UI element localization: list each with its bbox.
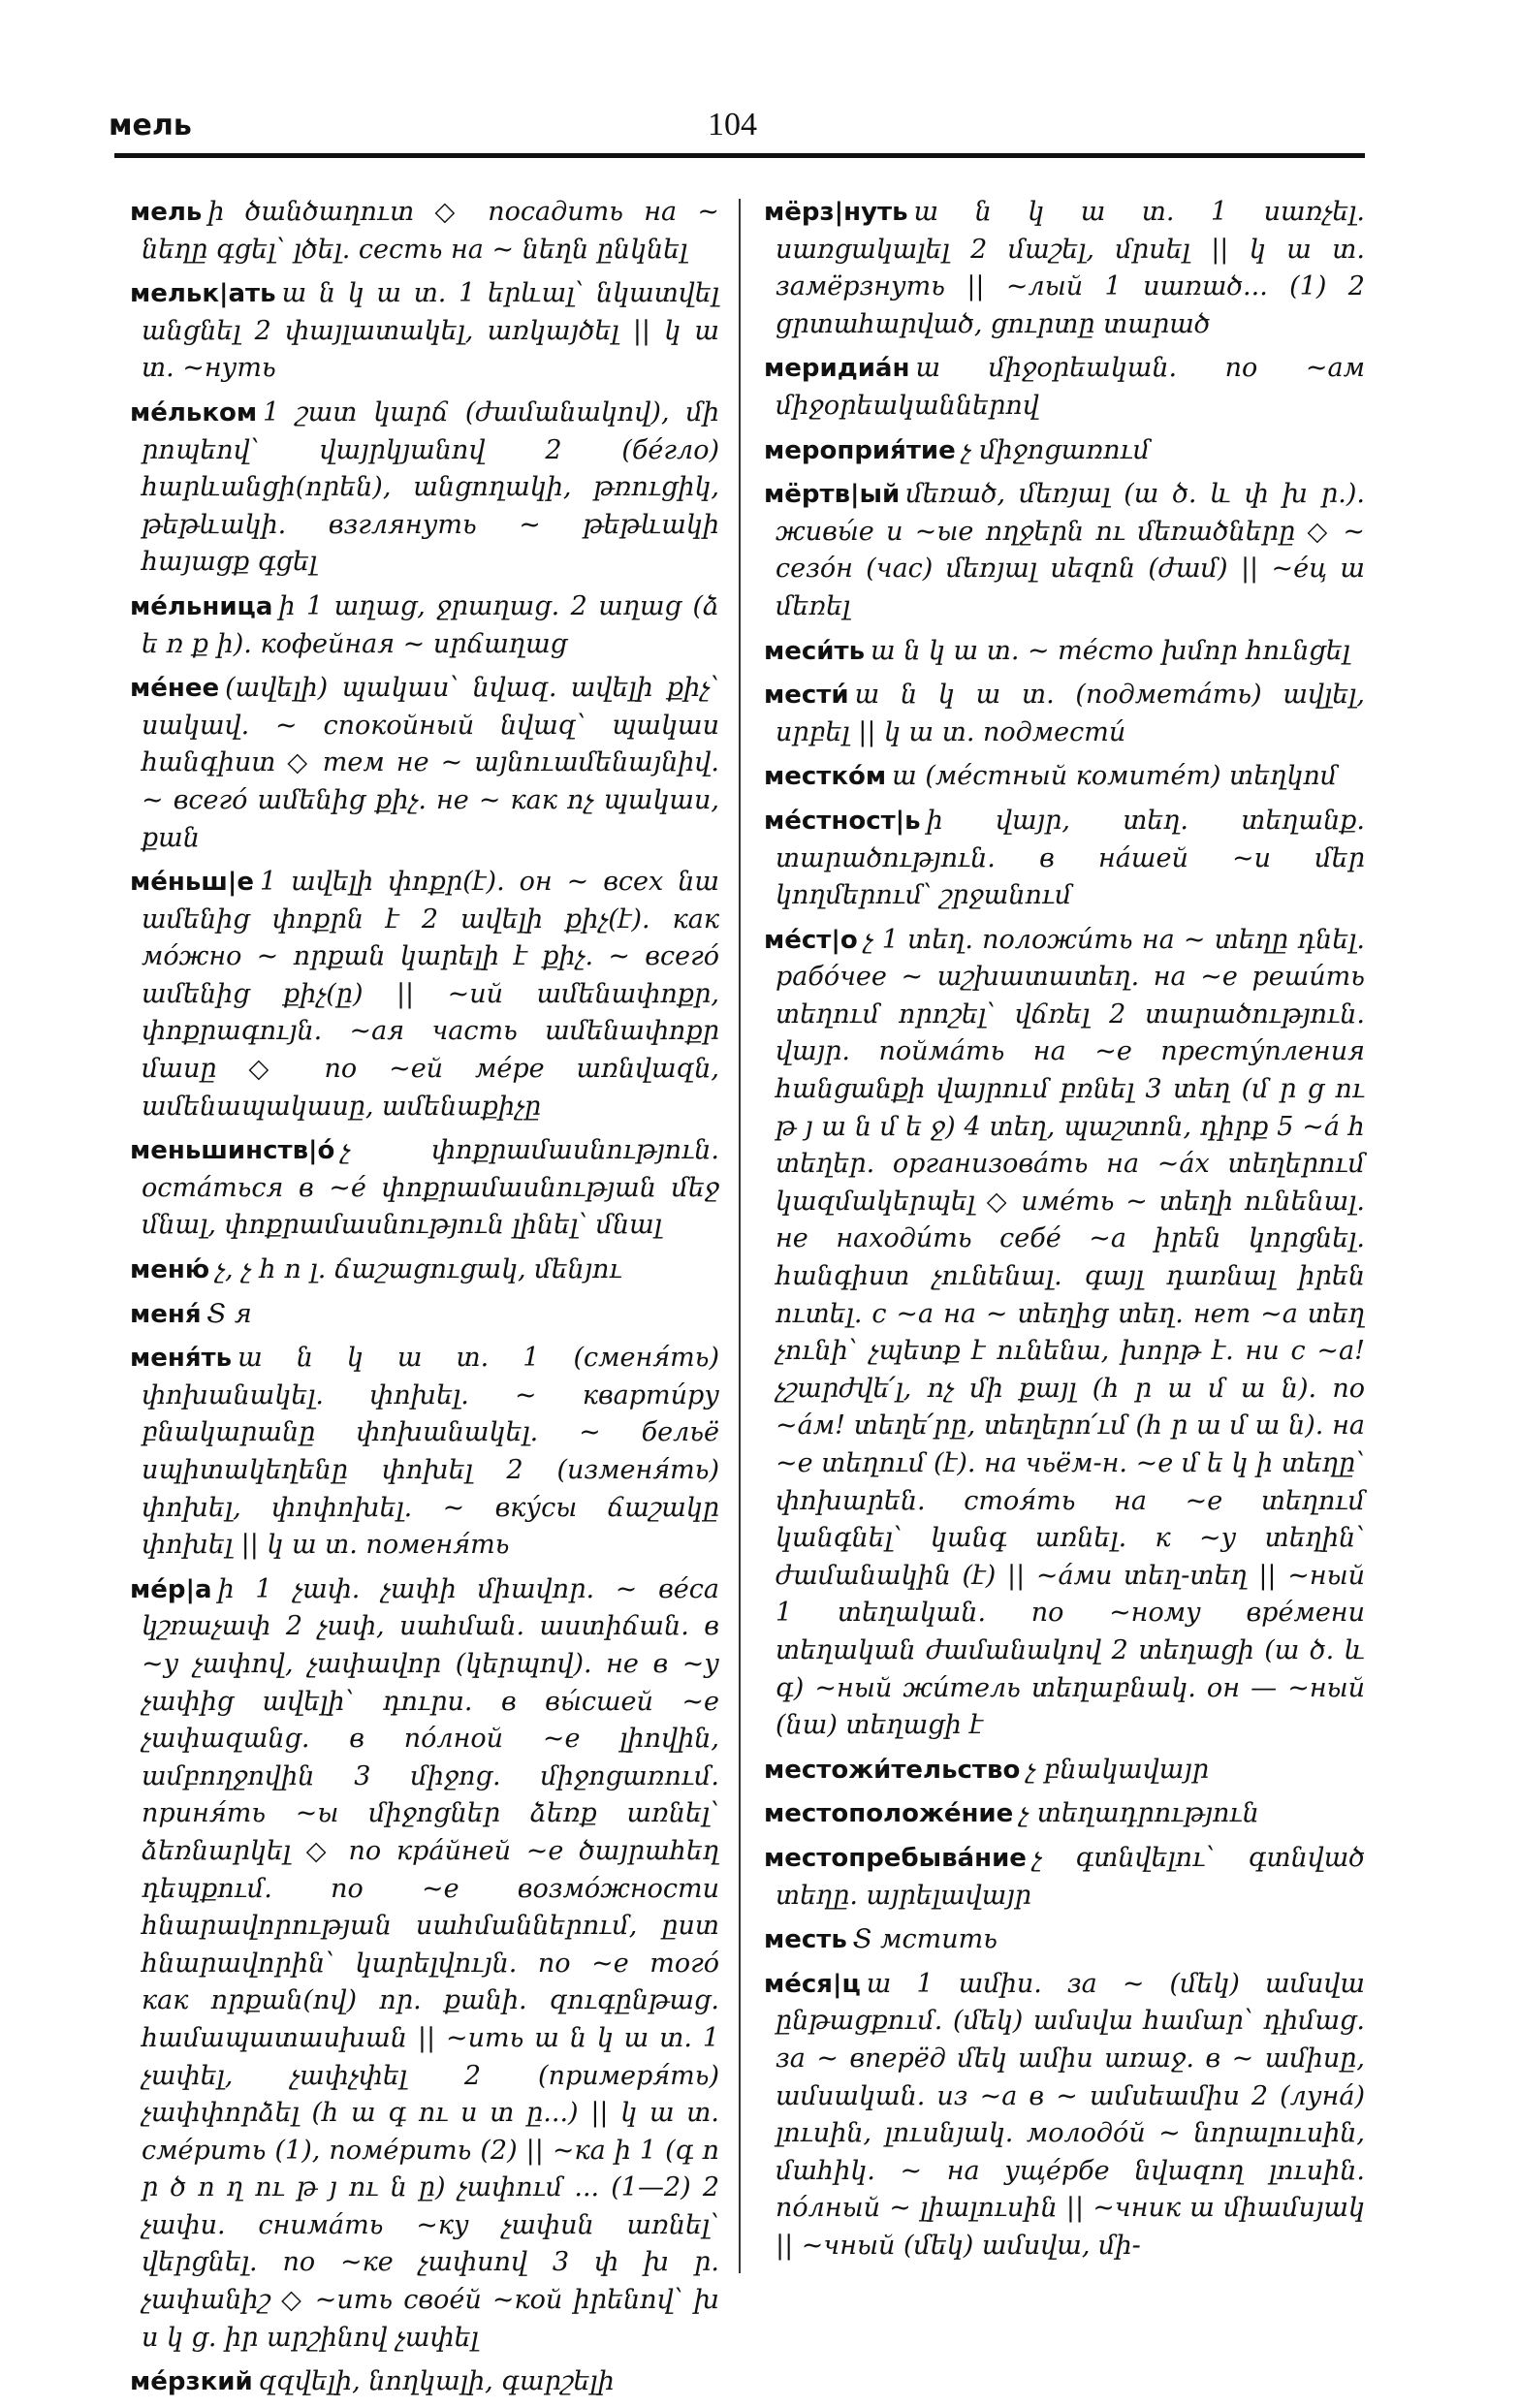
entry-headword: мель: [130, 198, 203, 227]
dictionary-entry: [130, 194, 719, 269]
entry-definition: ի ծանծաղուտ ◇ посадить на ~ նեղը գցել՝ լծել. сесть на ~ նեղն ընկնել: [142, 197, 719, 265]
dictionary-entry: [764, 1840, 1365, 1915]
dictionary-entry: [130, 1340, 719, 1565]
right-column: [764, 194, 1365, 2271]
entry-headword: мёрз|нуть: [764, 198, 908, 227]
entry-definition: չ բնակավայր: [1026, 1754, 1210, 1785]
entry-headword: меня́: [130, 1299, 202, 1329]
entry-headword: меридиа́н: [764, 354, 910, 384]
left-column: [130, 194, 719, 2408]
entry-headword: ме́ся|ц: [764, 1969, 861, 1999]
dictionary-entry: [130, 1132, 719, 1245]
entry-definition: Տ мстить: [852, 1924, 998, 1955]
dictionary-entry: [764, 194, 1365, 343]
entry-headword: местожи́тельство: [764, 1755, 1021, 1785]
entry-definition: ա ն կ ա տ. (подмета́ть) ավլել, սրբել || կ ա տ. подмести́: [776, 680, 1365, 747]
entry-headword: ме́ньш|е: [130, 868, 255, 898]
entry-headword: месть: [764, 1925, 847, 1955]
entry-headword: мести́: [764, 681, 849, 711]
entry-headword: местко́м: [764, 762, 887, 792]
header-rule: [114, 153, 1365, 158]
dictionary-entry: [764, 758, 1365, 796]
entry-headword: меси́ть: [764, 636, 866, 666]
entry-headword: ме́ст|о: [764, 925, 858, 955]
entry-headword: ме́рзкий: [130, 2367, 253, 2397]
dictionary-entry: [764, 1795, 1365, 1833]
entry-definition: չ 1 տեղ. положи́ть на ~ տեղը դնել. рабо́чее ~ աշխատատեղ. на ~е реши́ть տեղում որոշել՝ վճռել 2 տարածություն. վայր. пойма́ть на ~е престу́пления հանցանքի վայրում բռնել 3 տեղ (մ ր ց ու թ յ ա ն մ ե ջ) 4 տեղ, պաշտոն, դիրք 5 ~а́ հ տեղեր. организова́ть на ~а́х տեղերում կազմակերպել ◇ име́ть ~ տեղի ունենալ. не находи́ть себе́ ~а իրեն կորցնել. հանգիստ չունենալ. գայլ դառնալ իրեն ուտել. с ~а на ~ տեղից տեղ. нет ~а տեղ չունի՝ չպետք է ունենա, խորթ է. ни с ~а! չշարժվե՛լ, ոչ մի քայլ (հ ր ա մ ա ն). по ~а́м! տեղե՛րը, տեղերո՛ւմ (հ ր ա մ ա ն). на ~е տեղում (է). на чьём-н. ~е մ ե կ ի տեղը՝ փոխարեն. стоя́ть на ~е տեղում կանգնել՝ կանգ առնել. к ~у տեղին՝ ժամանակին (է) || ~а́ми տեղ-տեղ || ~ный 1 տեղական. по ~ному вре́мени տեղական ժամանակով 2 տեղացի (ա ծ. և գ) ~ный жи́тель տեղաբնակ. он — ~ный (նա) տեղացի է: [776, 924, 1365, 1741]
entry-headword: ме́льница: [130, 591, 273, 621]
dictionary-entry: [764, 476, 1365, 625]
entry-definition: ա ն կ ա տ. ~ те́сто խմոր հունցել: [871, 635, 1350, 666]
entry-headword: меню́: [130, 1255, 210, 1285]
dictionary-entry: [764, 922, 1365, 1745]
entry-definition: չ միջոցառում: [961, 434, 1151, 465]
entry-definition: մեռած, մեռյալ (ա ծ. և փ խ ր.). живы́е и ~ые ողջերն ու մեռածները ◇ ~ сезо́н (час) մեռյալ սեզոն (ժամ) || ~е́ц ա մեռել: [776, 479, 1365, 621]
dictionary-entry: [764, 432, 1365, 470]
dictionary-entry: [130, 670, 719, 857]
dictionary-entry: [764, 1921, 1365, 1959]
entry-definition: ա 1 ամիս. за ~ (մեկ) ամսվա ընթացքում. (մեկ) ամսվա համար՝ դիմաց. за ~ вперёд մեկ ամիս առաջ. в ~ ամիսը, ամսական. из ~а в ~ ամսեամիս 2 (луна́) լուսին, լուսնյակ. молодо́й ~ նորալուսին, մահիկ. ~ на уще́рбе նվազող լուսին. по́лный ~ լիալուսին || ~чник ա միամսյակ || ~чный (մեկ) ամսվա, մի-: [776, 1968, 1365, 2261]
dictionary-entry: [764, 1966, 1365, 2265]
dictionary-entry: [764, 803, 1365, 915]
entry-definition: ի 1 չափ. չափի միավոր. ~ ве́са կշռաչափ 2 չափ, սահման. աստիճան. в ~у չափով, չափավոր (կերպով). не в ~у չափից ավելի՝ դուրս. в вы́сшей ~е չափազանց. в по́лной ~е լիովին, ամբողջովին 3 միջոց. միջոցառում. приня́ть ~ы միջոցներ ձեռք առնել՝ ձեռնարկել ◇ по кра́йней ~е ծայրահեղ դեպքում. по ~е возмо́жности հնարավորության սահմաններում, ըստ հնարավորին՝ կարելվույն. по ~е того́ как որքան(ով) որ. քանի. զուգընթաց. համապատասխան || ~ить ա ն կ ա տ. 1 չափել, չափչփել 2 (примеря́ть) չափփորձել (հ ա գ ու ս տ ը...) || կ ա տ. сме́рить (1), поме́рить (2) || ~ка ի 1 (գ ո ր ծ ո ղ ու թ յ ու ն ը) չափում ... (1—2) 2 չափս. снима́ть ~ку չափսն առնել՝ վերցնել. по ~ке չափսով 3 փ խ ր. չափանիշ ◇ ~ить свое́й ~кой իրենով՝ խ ս կ ց. իր արշինով չափել: [142, 1573, 719, 2353]
entry-definition: ի 1 աղաց, ջրաղաց. 2 աղաց (ձ ե ռ ք ի). кофейная ~ սրճաղաց: [142, 590, 719, 659]
entry-definition: չ փոքրամասնություն. оста́ться в ~е́ փոքրամասնության մեջ մնալ, փոքրամասնություն լինել՝ մնալ: [142, 1135, 719, 1241]
dictionary-entry: [764, 677, 1365, 751]
entry-definition: 1 ավելի փոքր(է). он ~ всех նա ամենից փոքրն է 2 ավելի քիչ(է). как мо́жно ~ որքան կարելի է քիչ. ~ всего́ ամենից քիչ(ը) || ~ий ամենափոքր, փոքրագույն. ~ая часть ամենափոքր մասը ◇ по ~ей ме́ре առնվազն, ամենապակասը, ամենաքիչը: [142, 867, 719, 1122]
dictionary-entry: [130, 1571, 719, 2357]
entry-definition: ա (ме́стный комите́т) տեղկոմ: [892, 761, 1338, 792]
entry-headword: мёртв|ый: [764, 480, 901, 510]
entry-definition: չ, չ հ ո լ. ճաշացուցակ, մենյու: [215, 1254, 622, 1285]
entry-headword: мельк|ать: [130, 279, 276, 309]
entry-headword: ме́р|а: [130, 1574, 212, 1604]
dictionary-entry: [130, 395, 719, 582]
entry-headword: ме́стност|ь: [764, 806, 921, 836]
entry-definition: չ գտնվելու՝ գտնված տեղը. այրելավայր: [776, 1842, 1365, 1911]
entry-definition: 1 շատ կարճ (ժամանակով), մի րոպեով՝ վայրկյանով 2 (бе́гло) հարևանցի(որեն), անցողակի, թռուցիկ, թեթևակի. взглянуть ~ թեթևակի հայացք գցել: [142, 396, 719, 578]
guide-word: мель: [109, 109, 192, 143]
dictionary-entry: [764, 350, 1365, 425]
dictionary-entry: [130, 588, 719, 663]
entry-definition: ա միջօրեական. по ~ам միջօրեականներով: [776, 353, 1365, 421]
dictionary-entry: [764, 633, 1365, 671]
entry-definition: չ տեղադրություն: [1019, 1798, 1259, 1829]
entry-definition: ա ն կ ա տ. 1 երևալ՝ նկատվել անցնել 2 փայլատակել, առկայծել || կ ա տ. ~нуть: [142, 278, 719, 384]
entry-headword: ме́нее: [130, 674, 220, 704]
entry-headword: меньшинств|о́: [130, 1136, 335, 1166]
dictionary-entry: [764, 1752, 1365, 1790]
entry-definition: (ավելի) պակաս՝ նվազ. ավելի քիչ՝ սակավ. ~ спокойный նվազ՝ պակաս հանգիստ ◇ тем не ~ այնուամենայնիվ. ~ всего́ ամենից քիչ. не ~ как ոչ պակաս, քան: [142, 673, 719, 853]
dictionary-entry: [130, 1296, 719, 1334]
column-divider: [739, 199, 741, 2273]
entry-headword: мероприя́тие: [764, 435, 956, 465]
page-number: 104: [708, 107, 757, 143]
entry-headword: местоположе́ние: [764, 1799, 1014, 1829]
entry-definition: զզվելի, նողկալի, գարշելի: [258, 2366, 615, 2397]
dictionary-entry: [130, 864, 719, 1125]
entry-definition: ի վայր, տեղ. տեղանք. տարածություն. в на́шей ~и մեր կողմերում՝ շրջանում: [776, 805, 1365, 911]
entry-definition: ա ն կ ա տ. 1 (сменя́ть) փոխանակել. փոխել. ~ кварти́ру բնակարանը փոխանակել. ~ бельё սպիտակեղենը փոխել 2 (изменя́ть) փոխել, փոփոխել. ~ вку́сы ճաշակը փոխել || կ ա տ. поменя́ть: [142, 1343, 719, 1561]
dictionary-entry: [130, 1252, 719, 1289]
entry-headword: ме́льком: [130, 397, 258, 428]
entry-definition: Տ я: [206, 1298, 252, 1329]
dictionary-entry: [130, 2363, 719, 2401]
entry-headword: местопребыва́ние: [764, 1843, 1027, 1873]
entry-definition: ա ն կ ա տ. 1 սառչել. սառցակալել 2 մաշել, մրսել || կ ա տ. замёрзнуть || ~лый 1 սառած... (1) 2 ցրտահարված, ցուրտը տարած: [776, 197, 1365, 339]
entry-headword: меня́ть: [130, 1344, 233, 1374]
dictionary-entry: [130, 275, 719, 388]
